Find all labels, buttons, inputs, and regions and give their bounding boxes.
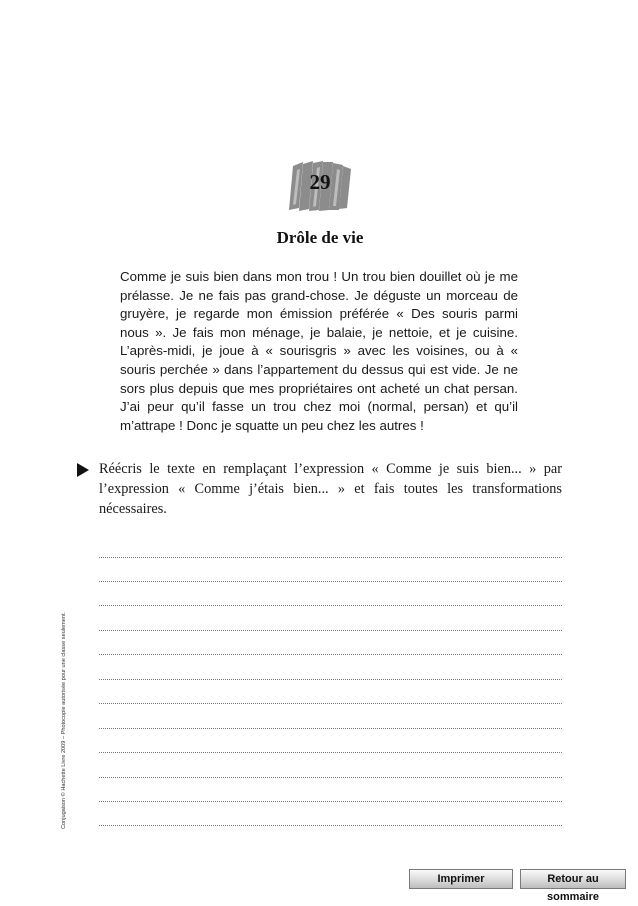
lesson-number: 29 [309,170,331,194]
copyright-notice: Conjugaison © Hachette Livre 2009 – Photocopie autorisée pour une classe seulement. [61,611,67,829]
lesson-title: Drôle de vie [276,228,364,247]
answer-line[interactable] [99,703,562,704]
answer-line[interactable] [99,630,562,631]
answer-line[interactable] [99,557,562,558]
answer-line[interactable] [99,801,562,802]
lesson-number-badge [287,160,353,212]
triangle-right-icon [76,463,90,477]
answer-line[interactable] [99,679,562,680]
answer-line[interactable] [99,777,562,778]
answer-line[interactable] [99,752,562,753]
back-to-summary-button[interactable]: Retour au sommaire [520,869,626,889]
answer-line[interactable] [99,825,562,826]
print-button[interactable]: Imprimer [409,869,513,889]
answer-line[interactable] [99,605,562,606]
reading-passage: Comme je suis bien dans mon trou ! Un trou bien douillet où je me prélasse. Je ne fais pas grand-chose. Je déguste un morceau de gruyère, je regarde mon émission préférée « Des souris parmi nous ». Je fais mon ménage, je balaie, je nettoie, et je cuisine. L’après-midi, je joue à « sourisgris » avec les voisines, ou à « souris perchée » dans l’appartement du dessus qui est vide. Je ne sors plus depuis que mes propriétaires ont acheté un chat persan. J’ai peur qu’il fasse un trou chez moi (normal, persan) et qu’il m’attrape ! Donc je squatte un peu chez les autres ! [120,269,518,433]
exercise-instruction: Réécris le texte en remplaçant l’expression « Comme je suis bien... » par l’expression « Comme j’étais bien... » et fais toutes les transformations nécessaires. [99,461,562,517]
answer-line[interactable] [99,654,562,655]
answer-line[interactable] [99,728,562,729]
answer-line[interactable] [99,581,562,582]
